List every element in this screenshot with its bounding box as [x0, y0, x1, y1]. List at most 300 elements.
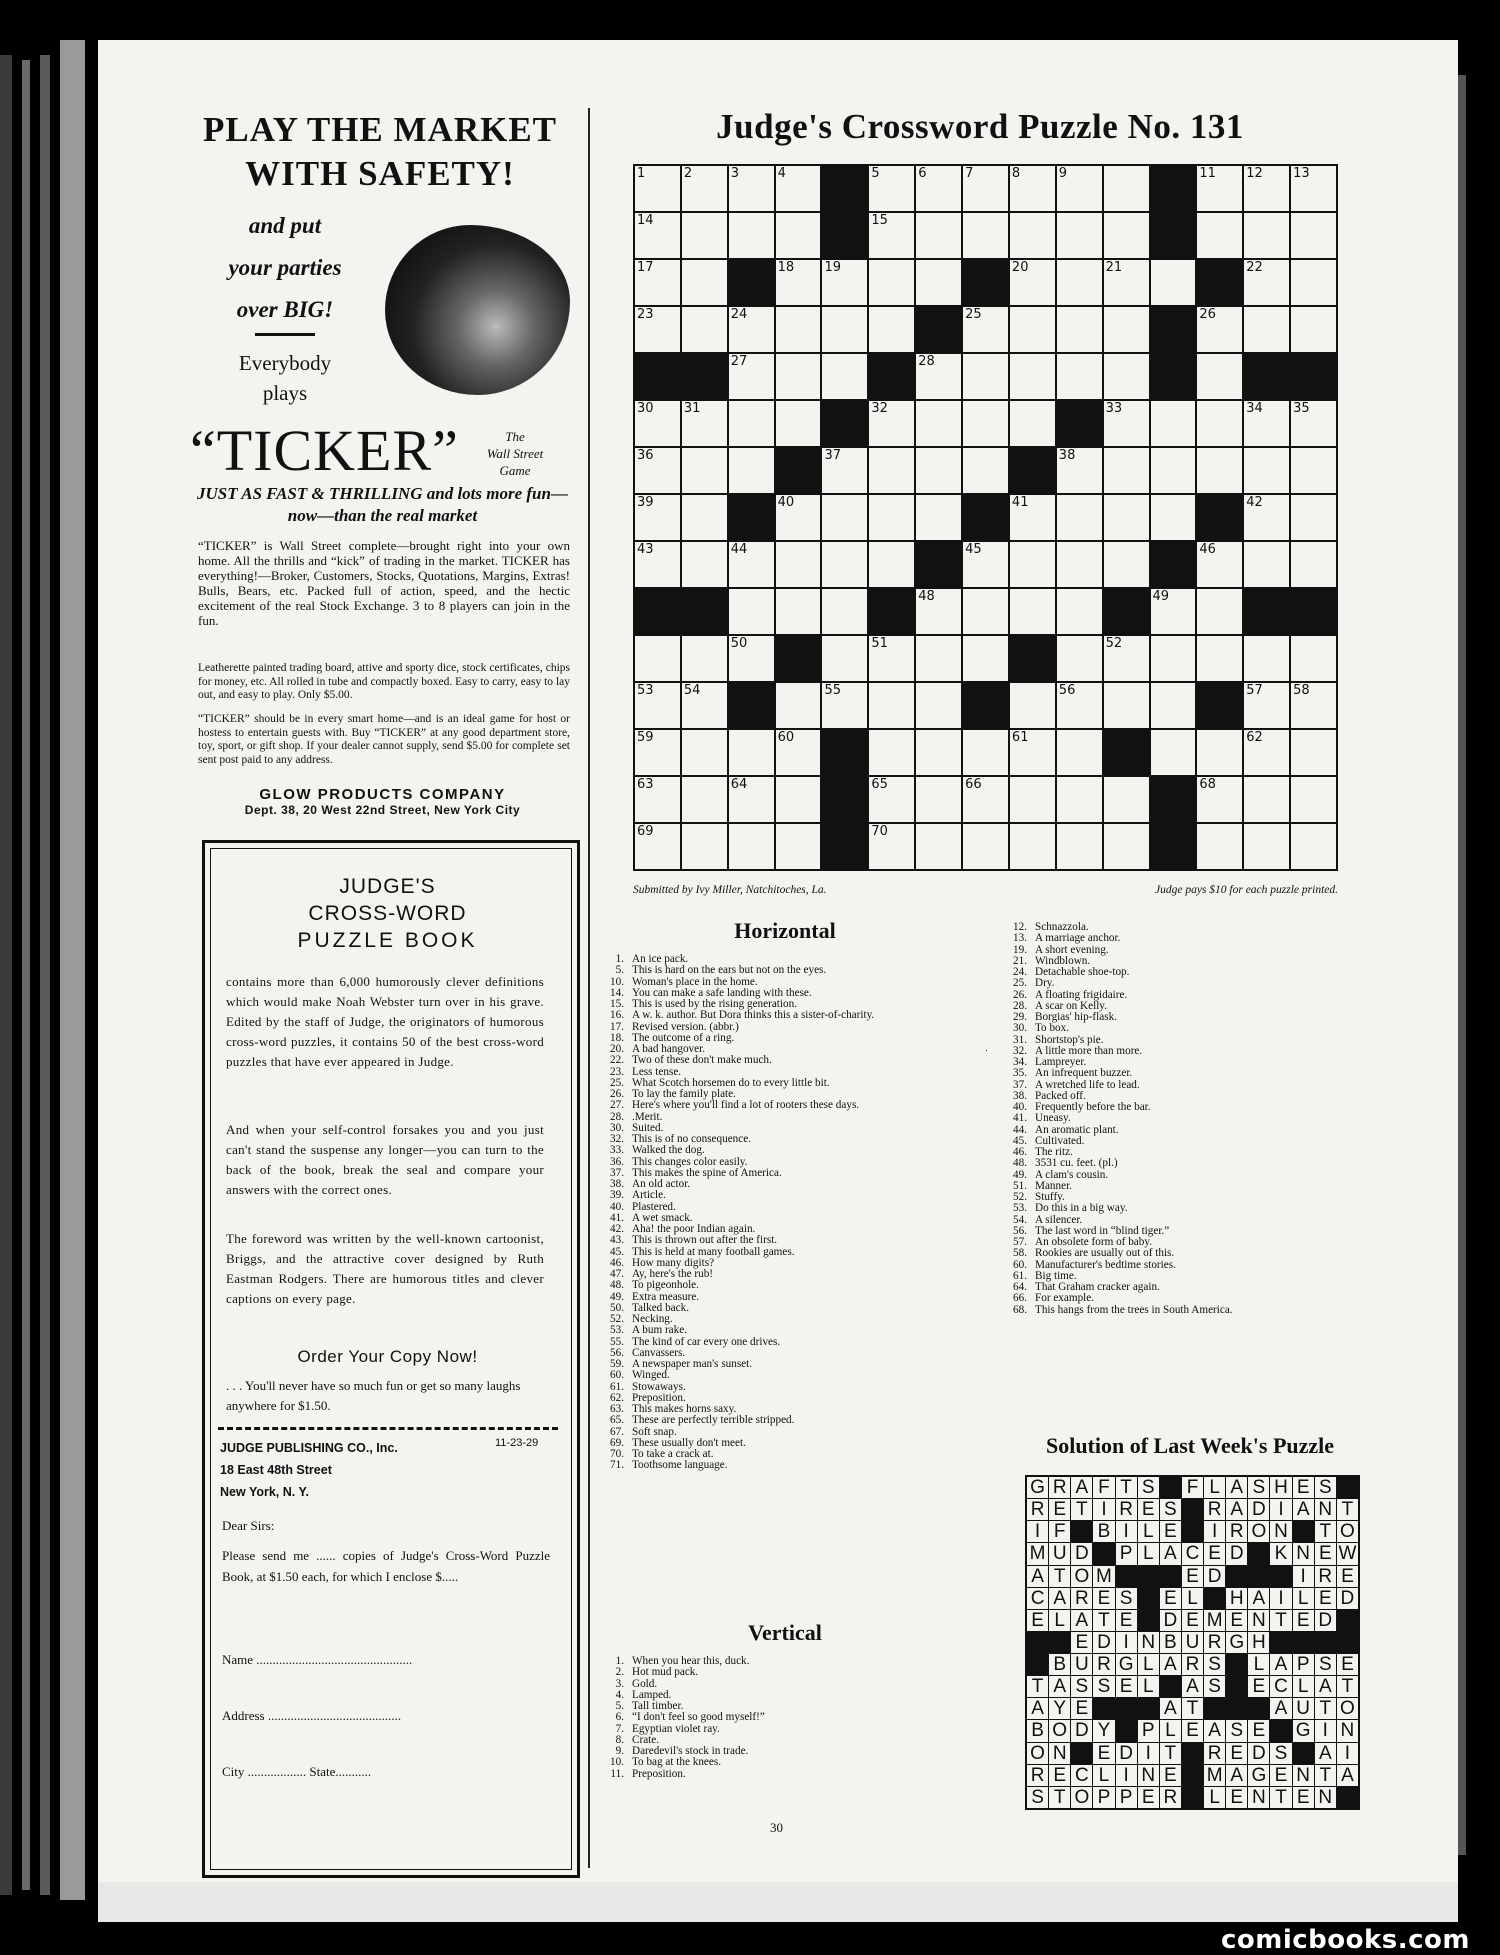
clue-number: 12. [1013, 921, 1027, 933]
clue-text: Winged. [632, 1369, 670, 1382]
puzzle-cell[interactable] [1010, 213, 1055, 258]
puzzle-cell[interactable] [916, 448, 961, 493]
clue-number: 53 [637, 683, 654, 698]
puzzle-cell[interactable] [1010, 777, 1055, 822]
puzzle-cell[interactable] [682, 636, 727, 681]
puzzle-cell[interactable] [635, 495, 680, 540]
company-address: Dept. 38, 20 West 22nd Street, New York City [244, 803, 521, 817]
solution-letter: T [1071, 1499, 1092, 1520]
clue-number: 49. [1013, 1168, 1027, 1181]
puzzle-cell[interactable] [635, 166, 680, 211]
puzzle-cell[interactable] [963, 448, 1008, 493]
puzzle-cell[interactable] [963, 636, 1008, 681]
clue-number: 61. [610, 1380, 624, 1393]
puzzle-cell[interactable] [682, 166, 727, 211]
market-ad-tagline: and put your parties over BIG! [228, 213, 342, 322]
solution-letter: S [1315, 1654, 1336, 1675]
puzzle-cell[interactable] [635, 730, 680, 775]
puzzle-cell[interactable] [916, 213, 961, 258]
puzzle-cell[interactable] [635, 777, 680, 822]
puzzle-cell[interactable] [682, 307, 727, 352]
vertical-clues-continued [1001, 922, 1341, 1316]
solution-letter: I [1204, 1521, 1225, 1542]
company-name: GLOW PRODUCTS COMPANY [259, 786, 506, 803]
puzzle-cell[interactable] [1104, 636, 1149, 681]
clue-text: Borgias' hip-flask. [1035, 1011, 1117, 1023]
puzzle-cell[interactable] [682, 824, 727, 869]
solution-black-square [1182, 1765, 1203, 1786]
puzzle-cell[interactable] [635, 542, 680, 587]
solution-letter: P [1138, 1720, 1159, 1741]
clue-number: 2. [615, 1666, 624, 1679]
puzzle-cell[interactable] [1057, 260, 1102, 305]
puzzle-cell[interactable] [1010, 683, 1055, 728]
solution-letter: U [1182, 1632, 1203, 1653]
puzzle-cell[interactable] [1197, 401, 1242, 446]
puzzle-cell[interactable] [1104, 166, 1149, 211]
puzzle-cell[interactable] [1197, 213, 1242, 258]
clue-text: When you hear this, duck. [632, 1655, 750, 1667]
puzzle-cell[interactable] [1197, 166, 1242, 211]
clue-number: 60. [610, 1369, 624, 1382]
solution-black-square [1337, 1477, 1358, 1498]
solution-letter: A [1315, 1743, 1336, 1764]
puzzle-cell[interactable] [1244, 260, 1289, 305]
clue-number: 40. [1013, 1101, 1027, 1113]
puzzle-cell[interactable] [1151, 495, 1196, 540]
puzzle-cell[interactable] [869, 636, 914, 681]
puzzle-cell[interactable] [1291, 542, 1336, 587]
clue-text: The last word in “blind tiger.” [1035, 1224, 1170, 1237]
puzzle-cell[interactable] [1151, 260, 1196, 305]
dot-mark [986, 1050, 987, 1051]
puzzle-cell[interactable] [1151, 589, 1196, 634]
puzzle-cell[interactable] [682, 448, 727, 493]
puzzle-cell[interactable] [1057, 354, 1102, 399]
puzzle-cell[interactable] [963, 730, 1008, 775]
puzzle-cell[interactable] [1151, 401, 1196, 446]
solution-letter: O [1049, 1720, 1070, 1741]
puzzle-cell[interactable] [869, 166, 914, 211]
puzzle-cell[interactable] [776, 401, 821, 446]
solution-letter: E [1027, 1610, 1048, 1631]
puzzle-cell[interactable] [869, 683, 914, 728]
puzzle-cell[interactable] [776, 354, 821, 399]
clue-number: 43. [610, 1234, 624, 1247]
puzzle-cell[interactable] [1057, 166, 1102, 211]
puzzle-cell[interactable] [1010, 730, 1055, 775]
puzzle-cell[interactable] [1244, 213, 1289, 258]
clue-number: 48. [610, 1279, 624, 1292]
puzzle-cell[interactable] [963, 354, 1008, 399]
puzzle-cell[interactable] [635, 260, 680, 305]
solution-letter: E [1093, 1743, 1114, 1764]
clue-text: A bum rake. [632, 1324, 687, 1337]
coupon-date: 11-23-29 [495, 1437, 539, 1449]
solution-letter: E [1293, 1787, 1314, 1808]
puzzle-cell[interactable] [1104, 495, 1149, 540]
black-square [682, 589, 727, 634]
puzzle-cell[interactable] [1291, 260, 1336, 305]
puzzle-cell[interactable] [776, 777, 821, 822]
clue-number: 11 [1199, 166, 1216, 181]
clue-item [1001, 1068, 1341, 1079]
puzzle-cell[interactable] [1104, 401, 1149, 446]
puzzle-cell[interactable] [682, 777, 727, 822]
puzzle-cell[interactable] [1010, 354, 1055, 399]
puzzle-cell[interactable] [1197, 589, 1242, 634]
order-heading: Order Your Copy Now! [297, 1347, 478, 1366]
solution-black-square [1071, 1521, 1092, 1542]
clue-number: 18 [777, 260, 795, 275]
solution-letter: E [1138, 1787, 1159, 1808]
puzzle-cell[interactable] [1291, 307, 1336, 352]
clue-text: This makes horns saxy. [632, 1403, 737, 1415]
puzzle-cell[interactable] [682, 683, 727, 728]
puzzle-cell[interactable] [729, 354, 774, 399]
puzzle-cell[interactable] [1197, 777, 1242, 822]
puzzle-cell[interactable] [729, 777, 774, 822]
puzzle-cell[interactable] [776, 495, 821, 540]
clue-number: 37. [610, 1166, 624, 1179]
puzzle-cell[interactable] [869, 730, 914, 775]
puzzle-cell[interactable] [1057, 824, 1102, 869]
solution-black-square [1293, 1632, 1314, 1653]
clue-number: 47. [610, 1268, 624, 1280]
solution-black-square [1160, 1477, 1181, 1498]
solution-letter: H [1270, 1477, 1291, 1498]
puzzle-cell[interactable] [869, 213, 914, 258]
puzzle-cell[interactable] [1057, 542, 1102, 587]
solution-letter: N [1138, 1632, 1159, 1653]
puzzle-cell[interactable] [729, 166, 774, 211]
clue-number: 14. [610, 986, 624, 999]
puzzle-cell[interactable] [1244, 683, 1289, 728]
clue-number: 36 [637, 448, 654, 463]
puzzle-cell[interactable] [1197, 542, 1242, 587]
puzzle-cell[interactable] [1057, 213, 1102, 258]
puzzle-cell[interactable] [682, 542, 727, 587]
puzzle-cell[interactable] [1291, 683, 1336, 728]
puzzle-cell[interactable] [1291, 166, 1336, 211]
puzzle-cell[interactable] [776, 589, 821, 634]
puzzle-cell[interactable] [1197, 307, 1242, 352]
solution-letter: E [1204, 1543, 1225, 1564]
puzzle-cell[interactable] [1244, 448, 1289, 493]
clue-text: Preposition. [632, 1767, 686, 1780]
puzzle-cell[interactable] [916, 166, 961, 211]
solution-letter: A [1337, 1765, 1358, 1786]
puzzle-cell[interactable] [963, 213, 1008, 258]
puzzle-cell[interactable] [1197, 354, 1242, 399]
solution-black-square [1248, 1566, 1269, 1587]
puzzle-cell[interactable] [682, 730, 727, 775]
solution-letter: S [1071, 1676, 1092, 1697]
solution-letter: E [1270, 1765, 1291, 1786]
clue-text: A bad hangover. [632, 1043, 706, 1055]
puzzle-cell[interactable] [729, 307, 774, 352]
puzzle-cell[interactable] [1010, 401, 1055, 446]
puzzle-cell[interactable] [1151, 730, 1196, 775]
puzzle-cell[interactable] [1104, 354, 1149, 399]
puzzle-cell[interactable] [869, 448, 914, 493]
puzzle-cell[interactable] [1057, 589, 1102, 634]
black-square [963, 683, 1008, 728]
puzzle-cell[interactable] [1244, 307, 1289, 352]
clue-text: Shortstop's pie. [1035, 1033, 1104, 1046]
puzzle-cell[interactable] [1291, 730, 1336, 775]
puzzle-cell[interactable] [1010, 542, 1055, 587]
clue-text: Two of these don't make much. [632, 1054, 772, 1067]
clue-number: 21 [1105, 260, 1123, 275]
puzzle-cell[interactable] [916, 730, 961, 775]
puzzle-cell[interactable] [916, 683, 961, 728]
puzzle-cell[interactable] [869, 824, 914, 869]
puzzle-cell[interactable] [729, 448, 774, 493]
puzzle-cell[interactable] [1010, 166, 1055, 211]
solution-black-square [1270, 1720, 1291, 1741]
puzzle-cell[interactable] [963, 542, 1008, 587]
puzzle-cell[interactable] [869, 542, 914, 587]
clue-number: 24 [730, 307, 748, 322]
puzzle-cell[interactable] [822, 260, 867, 305]
puzzle-cell[interactable] [1010, 260, 1055, 305]
puzzle-cell[interactable] [822, 542, 867, 587]
clue-text: Toothsome language. [632, 1459, 728, 1472]
puzzle-cell[interactable] [1057, 495, 1102, 540]
clue-number: 40. [610, 1200, 624, 1213]
solution-black-square [1138, 1698, 1159, 1719]
puzzle-cell[interactable] [776, 683, 821, 728]
solution-letter: I [1337, 1743, 1358, 1764]
solution-letter: N [1337, 1720, 1358, 1741]
puzzle-cell[interactable] [916, 636, 961, 681]
puzzle-cell[interactable] [1244, 636, 1289, 681]
puzzle-cell[interactable] [822, 448, 867, 493]
puzzle-cell[interactable] [1244, 166, 1289, 211]
puzzle-cell[interactable] [916, 589, 961, 634]
puzzle-cell[interactable] [1151, 636, 1196, 681]
puzzle-cell[interactable] [822, 683, 867, 728]
solution-black-square [1248, 1698, 1269, 1719]
puzzle-cell[interactable] [916, 354, 961, 399]
puzzle-cell[interactable] [916, 260, 961, 305]
solution-letter: A [1027, 1698, 1048, 1719]
puzzle-cell[interactable] [869, 495, 914, 540]
black-square [916, 307, 961, 352]
puzzle-cell[interactable] [963, 401, 1008, 446]
clue-number: 16. [610, 1009, 624, 1022]
puzzle-cell[interactable] [1057, 636, 1102, 681]
clue-number: 70. [610, 1448, 624, 1460]
clue-text: A floating frigidaire. [1035, 988, 1128, 1001]
page-number: 30 [770, 1820, 783, 1835]
solution-letter: D [1071, 1543, 1092, 1564]
black-square [916, 542, 961, 587]
puzzle-cell[interactable] [1197, 448, 1242, 493]
solution-letter: N [1315, 1787, 1336, 1808]
puzzle-cell[interactable] [1197, 824, 1242, 869]
puzzle-cell[interactable] [1010, 495, 1055, 540]
clue-item [598, 1415, 978, 1426]
puzzle-cell[interactable] [916, 824, 961, 869]
clue-number: 59. [610, 1358, 624, 1370]
puzzle-cell[interactable] [916, 401, 961, 446]
puzzle-cell[interactable] [1291, 777, 1336, 822]
clue-number: 2 [683, 166, 693, 181]
puzzle-cell[interactable] [635, 307, 680, 352]
horizontal-heading: Horizontal [734, 918, 836, 943]
name-field[interactable]: Name ................................................ [222, 1652, 413, 1667]
solution-letter: F [1049, 1521, 1070, 1542]
puzzle-cell[interactable] [1291, 636, 1336, 681]
solution-letter: F [1182, 1477, 1203, 1498]
puzzle-cell[interactable] [1291, 401, 1336, 446]
puzzle-cell[interactable] [822, 495, 867, 540]
puzzle-cell[interactable] [1104, 683, 1149, 728]
puzzle-cell[interactable] [1244, 777, 1289, 822]
puzzle-cell[interactable] [1197, 730, 1242, 775]
puzzle-cell[interactable] [963, 824, 1008, 869]
puzzle-cell[interactable] [1010, 307, 1055, 352]
puzzle-cell[interactable] [963, 166, 1008, 211]
puzzle-cell[interactable] [776, 260, 821, 305]
city-state-field[interactable]: City .................. State........... [222, 1764, 372, 1779]
puzzle-cell[interactable] [963, 307, 1008, 352]
clue-text: Uneasy. [1035, 1112, 1071, 1125]
puzzle-cell[interactable] [1151, 448, 1196, 493]
puzzle-cell[interactable] [635, 401, 680, 446]
puzzle-cell[interactable] [822, 307, 867, 352]
puzzle-cell[interactable] [682, 213, 727, 258]
puzzle-cell[interactable] [682, 260, 727, 305]
puzzle-cell[interactable] [1104, 260, 1149, 305]
solution-letter: E [1182, 1720, 1203, 1741]
clue-number: 17. [610, 1020, 624, 1033]
clue-number: 52. [610, 1313, 624, 1325]
puzzle-cell[interactable] [635, 448, 680, 493]
puzzle-cell[interactable] [869, 401, 914, 446]
puzzle-cell[interactable] [1104, 777, 1149, 822]
puzzle-cell[interactable] [1291, 824, 1336, 869]
clue-number: 7 [965, 166, 974, 181]
solution-letter: E [1160, 1521, 1181, 1542]
puzzle-cell[interactable] [776, 213, 821, 258]
clue-number: 35. [1013, 1067, 1027, 1080]
address-field[interactable]: Address ......................................... [222, 1708, 402, 1723]
puzzle-cell[interactable] [729, 824, 774, 869]
puzzle-cell[interactable] [916, 495, 961, 540]
puzzle-cell[interactable] [1291, 495, 1336, 540]
black-square [1010, 636, 1055, 681]
clue-number: 69 [637, 824, 654, 839]
solution-letter: C [1182, 1543, 1203, 1564]
solution-letter: R [1204, 1632, 1225, 1653]
clue-number: 66 [965, 777, 982, 792]
puzzle-cell[interactable] [1057, 307, 1102, 352]
puzzle-cell[interactable] [1244, 824, 1289, 869]
black-square [1104, 730, 1149, 775]
puzzle-cell[interactable] [1197, 636, 1242, 681]
vertical-heading: Vertical [748, 1620, 822, 1645]
puzzle-cell[interactable] [869, 307, 914, 352]
puzzle-cell[interactable] [963, 777, 1008, 822]
puzzle-cell[interactable] [1010, 589, 1055, 634]
puzzle-cell[interactable] [1104, 542, 1149, 587]
puzzle-cell[interactable] [1244, 401, 1289, 446]
solution-black-square [1204, 1588, 1225, 1609]
puzzle-cell[interactable] [635, 683, 680, 728]
puzzle-cell[interactable] [1244, 730, 1289, 775]
puzzle-cell[interactable] [776, 824, 821, 869]
puzzle-cell[interactable] [1057, 683, 1102, 728]
clue-item [598, 1370, 978, 1381]
puzzle-cell[interactable] [776, 730, 821, 775]
puzzle-cell[interactable] [729, 730, 774, 775]
puzzle-cell[interactable] [1057, 777, 1102, 822]
puzzle-cell[interactable] [729, 636, 774, 681]
puzzle-cell[interactable] [635, 636, 680, 681]
puzzle-cell[interactable] [1151, 683, 1196, 728]
puzzle-cell[interactable] [635, 824, 680, 869]
puzzle-cell[interactable] [869, 260, 914, 305]
clue-number: 52. [1013, 1191, 1027, 1203]
puzzle-cell[interactable] [729, 542, 774, 587]
puzzle-cell[interactable] [776, 166, 821, 211]
puzzle-cell[interactable] [1244, 542, 1289, 587]
puzzle-cell[interactable] [729, 589, 774, 634]
solution-letter: I [1116, 1765, 1137, 1786]
puzzle-cell[interactable] [1104, 824, 1149, 869]
clue-number: 38. [610, 1178, 624, 1190]
solution-letter: M [1093, 1566, 1114, 1587]
solution-letter: R [1093, 1654, 1114, 1675]
clue-text: Less tense. [632, 1065, 682, 1078]
puzzle-cell[interactable] [729, 401, 774, 446]
puzzle-cell[interactable] [1057, 448, 1102, 493]
puzzle-cell[interactable] [822, 636, 867, 681]
puzzle-cell[interactable] [1010, 824, 1055, 869]
puzzle-cell[interactable] [822, 589, 867, 634]
puzzle-cell[interactable] [1104, 213, 1149, 258]
solution-letter: A [1049, 1676, 1070, 1697]
puzzle-cell[interactable] [963, 589, 1008, 634]
puzzle-cell[interactable] [682, 495, 727, 540]
puzzle-cell[interactable] [916, 777, 961, 822]
clue-text: Extra measure. [632, 1290, 700, 1303]
puzzle-cell[interactable] [1057, 730, 1102, 775]
clue-number: 54. [1013, 1213, 1027, 1226]
black-square [822, 824, 867, 869]
puzzle-cell[interactable] [1291, 448, 1336, 493]
payment-note: Judge pays $10 for each puzzle printed. [1154, 884, 1338, 896]
puzzle-cell[interactable] [682, 401, 727, 446]
puzzle-cell[interactable] [869, 777, 914, 822]
puzzle-cell[interactable] [729, 213, 774, 258]
puzzle-cell[interactable] [635, 213, 680, 258]
puzzle-cell[interactable] [1104, 307, 1149, 352]
solution-letter: O [1337, 1698, 1358, 1719]
puzzle-cell[interactable] [776, 542, 821, 587]
solution-letter: T [1182, 1698, 1203, 1719]
puzzle-cell[interactable] [1104, 448, 1149, 493]
puzzle-cell[interactable] [776, 307, 821, 352]
solution-black-square [1226, 1676, 1247, 1697]
puzzle-cell[interactable] [1291, 213, 1336, 258]
puzzle-cell[interactable] [822, 354, 867, 399]
puzzle-cell[interactable] [1244, 495, 1289, 540]
solution-letter: T [1160, 1743, 1181, 1764]
